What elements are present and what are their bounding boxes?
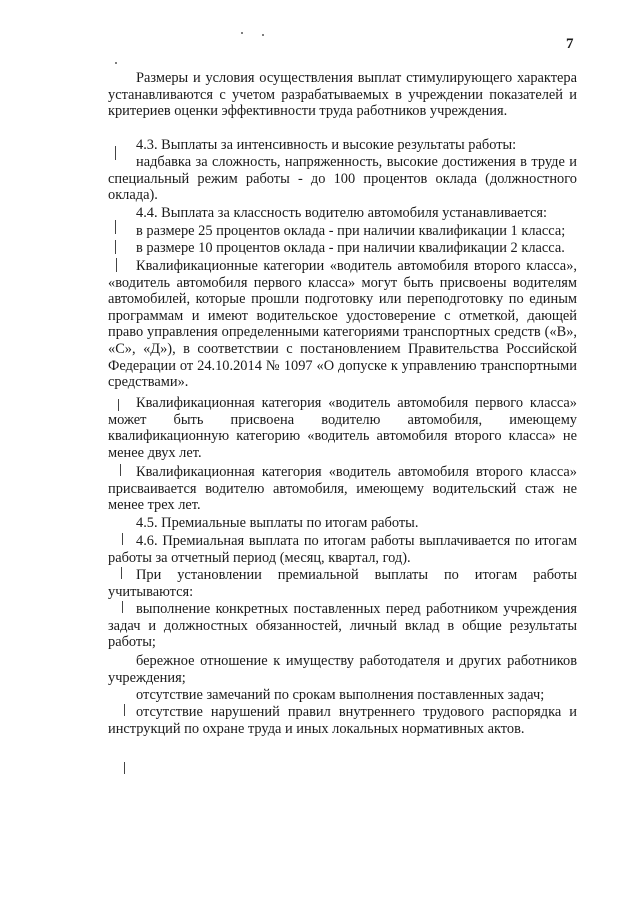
scan-speck (241, 32, 243, 34)
heading-4-3: 4.3. Выплаты за интенсивность и высокие результаты работы: (136, 137, 517, 153)
page-number: 7 (566, 36, 574, 52)
scan-speck (115, 62, 117, 64)
paragraph-premium-criteria-intro: При установлении премиальной выплаты по итогам работы учитываются: (108, 567, 577, 600)
paragraph-first-class: Квалификационная категория «водитель автомобиля первого класса» может быть присвоена водителю автомобиля, имеющему квалификационную категорию «водитель автомобиля второго класса» не менее двух лет. (108, 395, 577, 461)
paragraph-second-class: Квалификационная категория «водитель автомобиля второго класса» присваивается водителю автомобиля, имеющему водительский стаж не менее трех лет. (108, 464, 577, 514)
paragraph-4-6: 4.6. Премиальная выплата по итогам работы выплачивается по итогам работы за отчетный период (месяц, квартал, год). (108, 533, 577, 566)
heading-4-4: 4.4. Выплата за классность водителю автомобиля устанавливается: (136, 205, 548, 221)
paragraph-stimulating-conditions: Размеры и условия осуществления выплат стимулирующего характера устанавливаются с учетом разрабатываемых в учреждении показателей и критериев оценки эффективности труда работников учреждения. (108, 70, 577, 120)
list-item-task-fulfillment: выполнение конкретных поставленных перед работником учреждения задач и должностных обязанностей, личный вклад в общие результаты работы; (108, 601, 577, 651)
list-item-no-violations: отсутствие нарушений правил внутреннего трудового распорядка и инструкций по охране труда и иных локальных нормативных актов. (108, 704, 577, 737)
list-item-class-1: в размере 25 процентов оклада - при наличии квалификации 1 класса; (136, 223, 566, 239)
heading-4-5: 4.5. Премиальные выплаты по итогам работы. (136, 515, 419, 531)
paragraph-intensity-bonus: надбавка за сложность, напряженность, высокие достижения в труде и специальный режим работы - до 100 процентов оклада (должностного оклада). (108, 154, 577, 204)
list-item-class-2: в размере 10 процентов оклада - при наличии квалификации 2 класса. (136, 240, 565, 256)
scan-speck (262, 34, 264, 36)
paragraph-qualification-categories: Квалификационные категории «водитель автомобиля второго класса», «водитель автомобиля первого класса» могут быть присвоены водителям автомобилей, которые прошли подготовку или переподготовку по единым программам и имеют водительское удостоверение с отметкой, дающей право управления определенными категориями транспортных средств («В», «С», «Д»), в соответствии с постановлением Правительства Российской Федерации от 24.10.2014 № 1097 «О допуске к управлению транспортными средствами». (108, 258, 577, 391)
list-item-property-care: бережное отношение к имуществу работодателя и других работников учреждения; (108, 653, 577, 686)
scan-mark (124, 762, 125, 774)
list-item-no-deadline-remarks: отсутствие замечаний по срокам выполнения поставленных задач; (136, 687, 545, 703)
